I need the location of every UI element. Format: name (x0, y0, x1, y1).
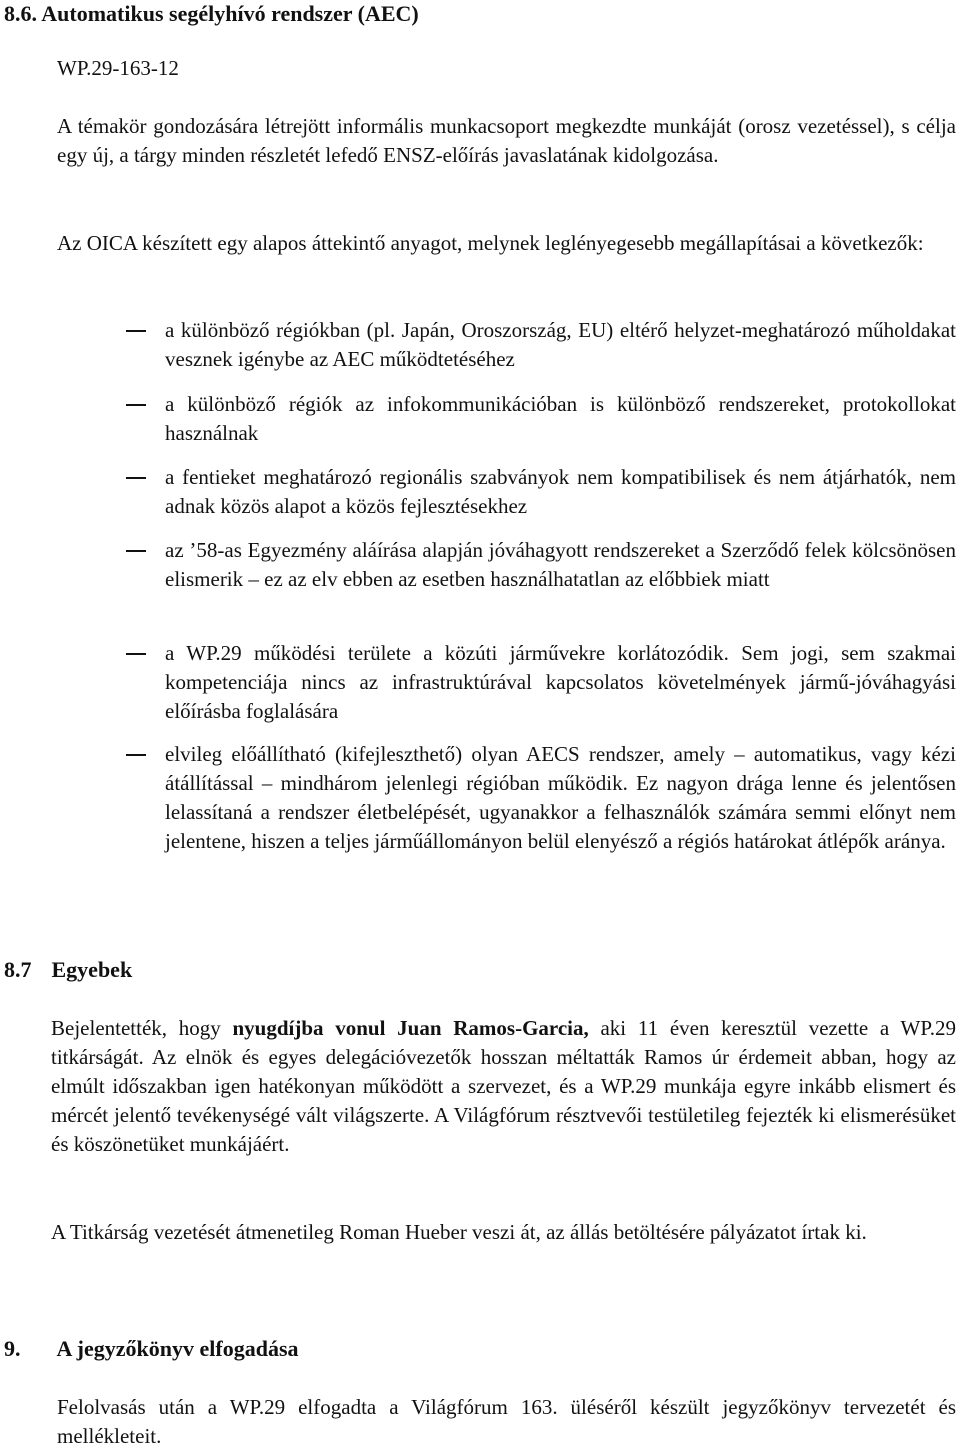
section-number: 8.7 (4, 957, 32, 982)
list-item (126, 463, 956, 521)
list-item (126, 639, 956, 726)
section-heading-8-6: 8.6. Automatikus segélyhívó rendszer (AEC) (4, 1, 419, 26)
section-heading-9 (4, 1336, 299, 1362)
paragraph-bold-text: nyugdíjba vonul Juan Ramos-Garcia, (232, 1016, 589, 1040)
paragraph-retirement (51, 1014, 956, 1159)
list-item (126, 740, 956, 856)
list-item-text: elvileg előállítható (kifejleszthető) olyan AECS rendszer, amely – automatikus, vagy kézi átállítással – mindhárom jelenlegi régióban működik. Ez nagyon drága lenne és jelentősen lelassítaná a rendszer életbelépését, ugyanakkor a felhasználók számára semmi előnyt nem jelentene, hiszen a teljes járműállományon belül elenyésző a régiós határokat átlépők aránya. (165, 742, 956, 853)
paragraph-minutes: Felolvasás után a WP.29 elfogadta a Világfórum 163. üléséről készült jegyzőkönyv tervezetét és mellékleteit. (57, 1395, 956, 1448)
document-reference: WP.29-163-12 (57, 56, 179, 80)
dash-bullet (126, 653, 146, 655)
list-item (126, 536, 956, 594)
dash-bullet (126, 754, 146, 756)
paragraph-working-group: A témakör gondozására létrejött informális munkacsoport megkezdte munkáját (orosz vezetéssel), s célja egy új, a tárgy minden részletét lefedő ENSZ-előírás javaslatának kidolgozása. (57, 114, 956, 167)
list-item (126, 390, 956, 448)
dash-bullet (126, 330, 146, 332)
list-item-text: a WP.29 működési területe a közúti járművekre korlátozódik. Sem jogi, sem szakmai kompetenciája nincs az infrastruktúrával kapcsolatos követelmények jármű-jóváhagyási előírásba foglalására (165, 641, 956, 723)
paragraph-text: Bejelentették, hogy (51, 1016, 233, 1040)
list-item-text: a fentieket meghatározó regionális szabványok nem kompatibilisek és nem átjárhatók, nem adnak közös alapot a közös fejlesztésekhez (165, 465, 956, 518)
list-item-text: az ’58-as Egyezmény aláírása alapján jóváhagyott rendszereket a Szerződő felek kölcsönösen elismerik – ez az elv ebben az esetben használhatatlan az előbbiek miatt (165, 538, 956, 591)
paragraph-secretariat: A Titkárság vezetését átmenetileg Roman Hueber veszi át, az állás betöltésére pályázatot írtak ki. (51, 1220, 867, 1244)
list-item (126, 316, 956, 374)
list-item-text: a különböző régiók az infokommunikációban is különböző rendszereket, protokollokat használnak (165, 392, 956, 445)
section-number: 9. (4, 1336, 21, 1361)
list-item-text: a különböző régiókban (pl. Japán, Oroszország, EU) eltérő helyzet-meghatározó műholdakat vesznek igénybe az AEC működtetéséhez (165, 318, 956, 371)
dash-bullet (126, 550, 146, 552)
paragraph-text: aki 11 éven keresztül vezette a WP.29 titkárságát. Az elnök és egyes delegációvezetők hosszan méltatták Ramos úr érdemeit abban, hogy az elmúlt időszakban igen hatékonyan működött a szervezet, és a WP.29 munkája egyre inkább elismert és mércét jelentő tevékenységé vált világszerte. A Világfórum résztvevői testületileg fejezték ki elismerésüket és köszönetüket munkájáért. (51, 1016, 956, 1156)
dash-bullet (126, 404, 146, 406)
paragraph-oica-findings: Az OICA készített egy alapos áttekintő anyagot, melynek leglényegesebb megállapításai a következők: (57, 231, 924, 255)
section-title: A jegyzőkönyv elfogadása (56, 1336, 299, 1361)
section-title: Egyebek (51, 957, 133, 982)
section-heading-8-7 (4, 957, 132, 983)
dash-bullet (126, 477, 146, 479)
